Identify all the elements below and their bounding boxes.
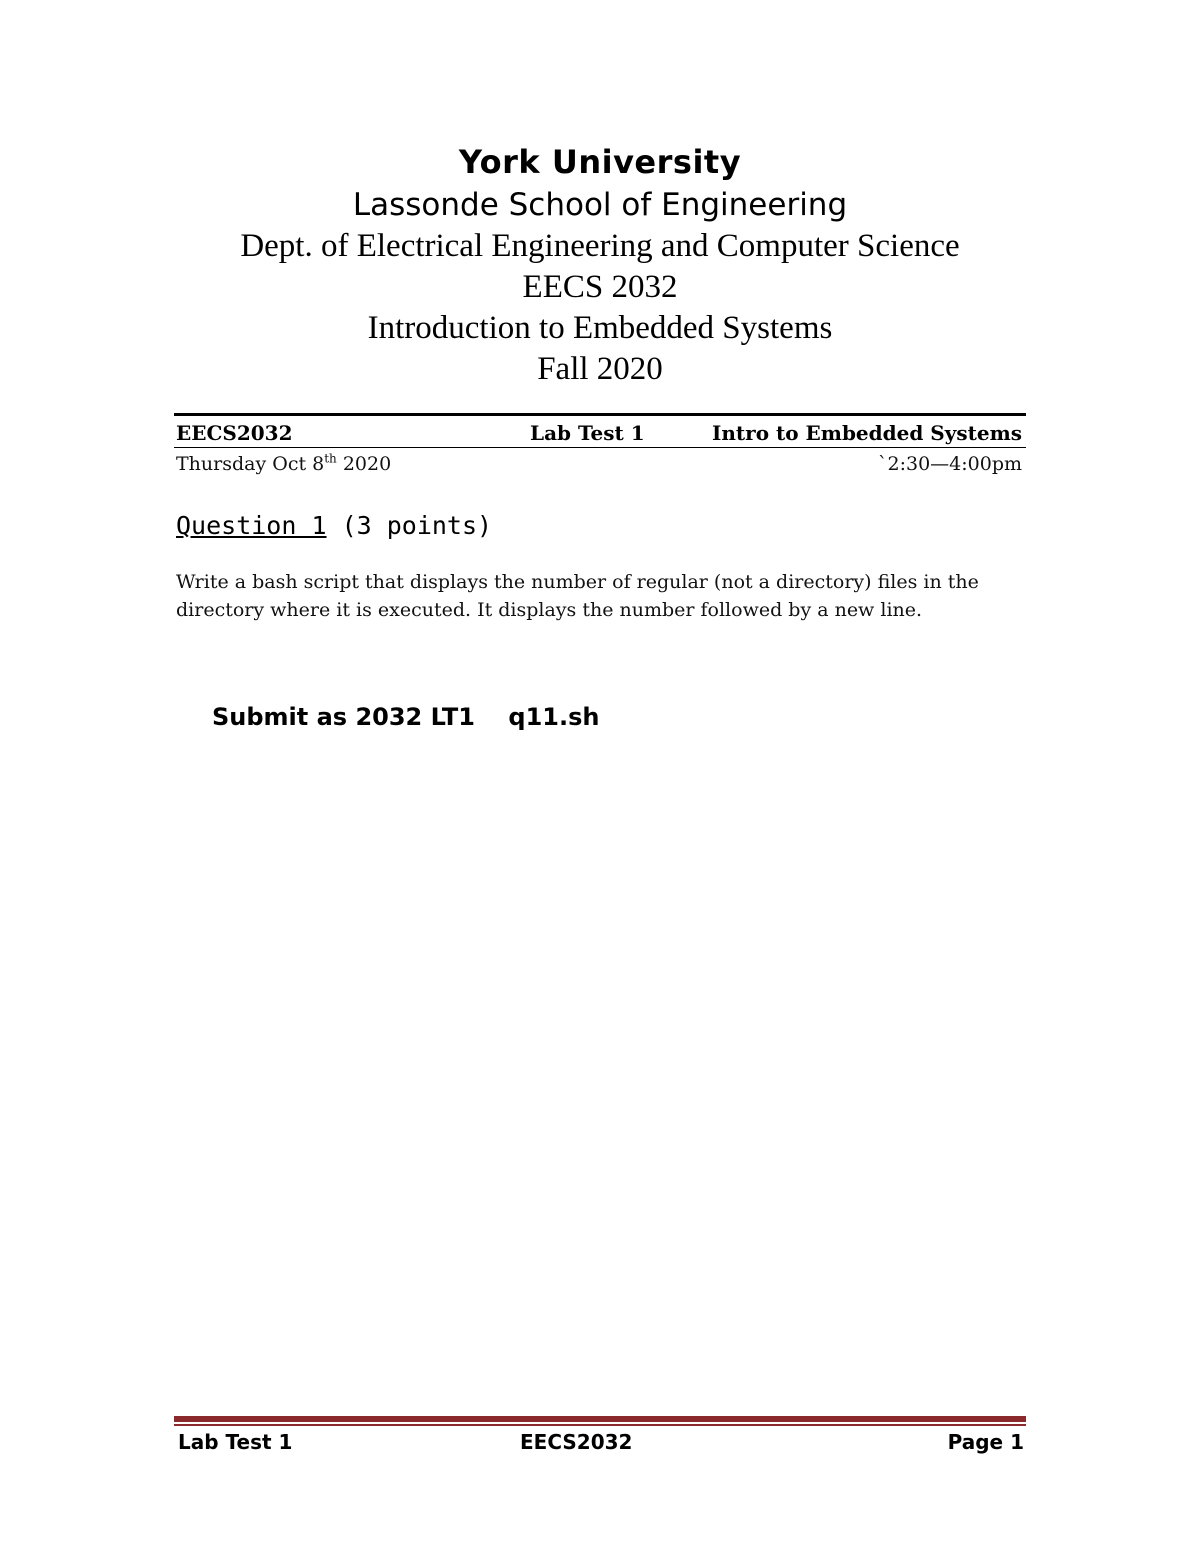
footer-rule-thin	[174, 1424, 1026, 1426]
exam-header	[174, 413, 1026, 480]
exam-date	[176, 453, 391, 475]
exam-date-year: 2020	[336, 453, 392, 475]
exam-date-row	[174, 448, 1026, 480]
exam-date-suffix: th	[324, 451, 337, 466]
header-course-title: Intro to Embedded Systems	[712, 421, 1022, 445]
course-code: EECS 2032	[522, 269, 678, 305]
question-body: Write a bash script that displays the number of regular (not a directory) files in the directory where it is executed. It displays the number followed by a new line.	[176, 571, 979, 621]
header-test: Lab Test 1	[530, 421, 645, 445]
footer-page-number: Page 1	[947, 1430, 1024, 1454]
header-course: EECS2032	[176, 421, 293, 445]
exam-date-prefix: Thursday Oct 8	[176, 453, 325, 475]
university-name: York University	[458, 143, 742, 181]
submit-instruction: Submit as 2032 LT1 q11.sh	[212, 703, 600, 731]
course-name: Introduction to Embedded Systems	[367, 310, 833, 346]
term: Fall 2020	[537, 351, 663, 387]
exam-header-row	[174, 413, 1026, 448]
title-block	[0, 140, 1200, 390]
department-name: Dept. of Electrical Engineering and Computer Science	[240, 228, 960, 264]
footer-center: EECS2032	[520, 1430, 633, 1454]
question-label: Question 1	[176, 511, 327, 540]
question-points: (3 points)	[326, 511, 493, 540]
footer-rule-thick	[174, 1416, 1026, 1422]
footer-left: Lab Test 1	[178, 1430, 293, 1454]
question-heading	[176, 511, 492, 540]
school-name: Lassonde School of Engineering	[352, 187, 848, 223]
exam-time: `2:30—4:00pm	[877, 453, 1022, 475]
page-footer	[174, 1430, 1026, 1460]
